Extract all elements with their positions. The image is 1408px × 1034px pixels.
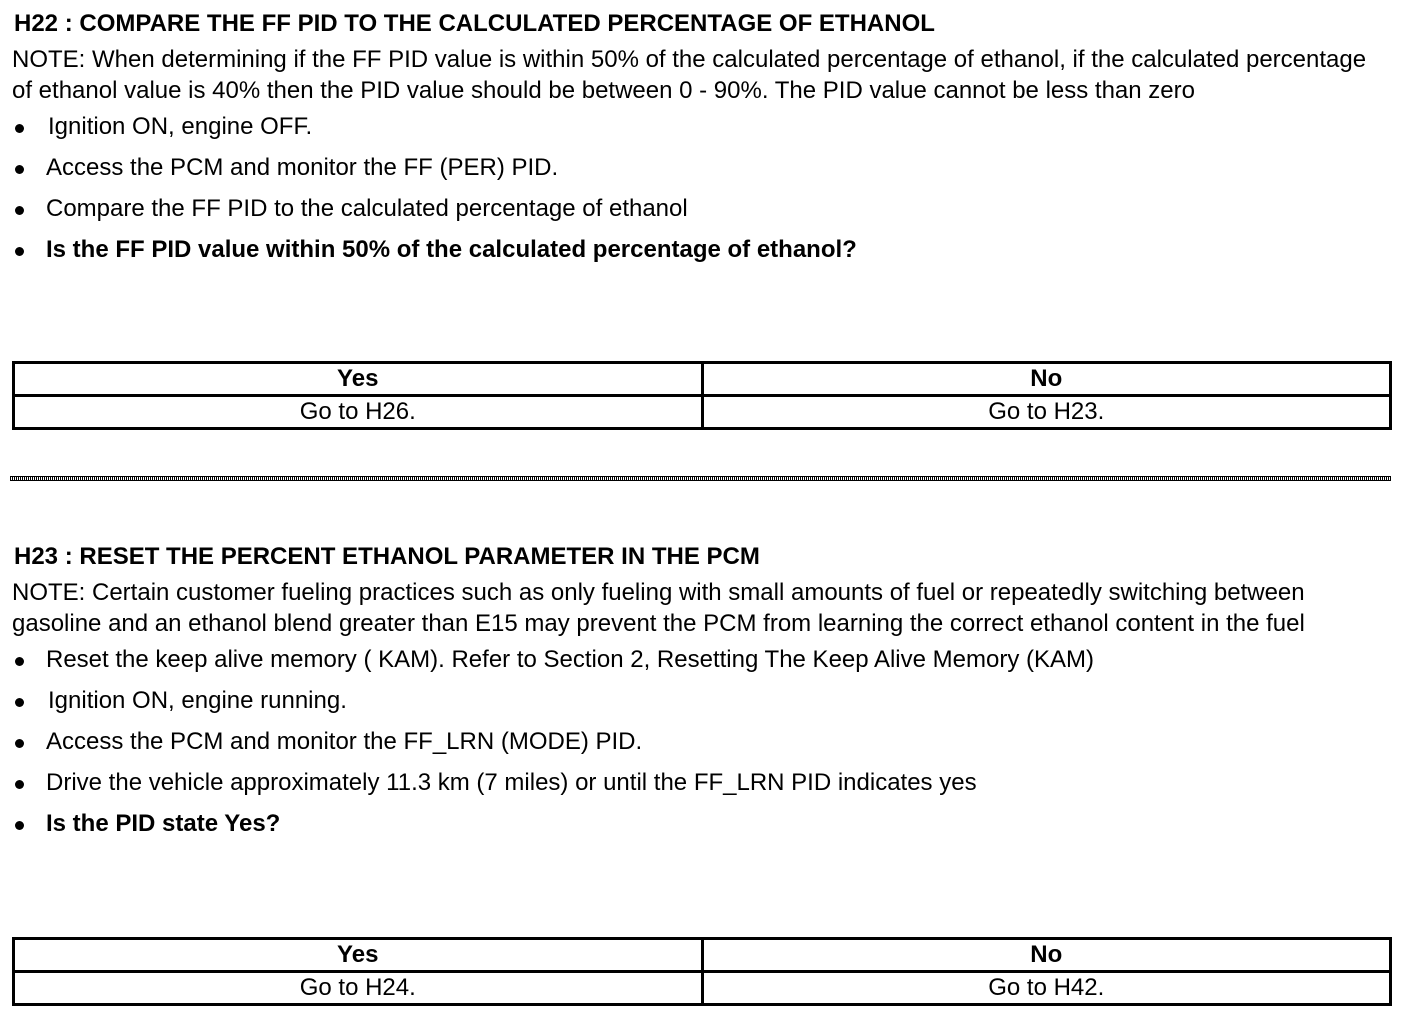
list-item — [12, 768, 1392, 809]
step-bullet-list — [12, 112, 1392, 276]
yes-header: Yes — [14, 363, 703, 396]
bullet-dot-icon — [15, 247, 24, 256]
list-item — [12, 112, 1392, 153]
bullet-dot-icon — [15, 206, 24, 215]
step-title: H23 : RESET THE PERCENT ETHANOL PARAMETER IN THE PCM — [14, 543, 760, 570]
step-title: H22 : COMPARE THE FF PID TO THE CALCULATED PERCENTAGE OF ETHANOL — [14, 10, 935, 37]
section-divider — [10, 476, 1391, 481]
list-item — [12, 727, 1392, 768]
no-action: Go to H42. — [702, 972, 1391, 1005]
bullet-dot-icon — [15, 165, 24, 174]
bullet-text: Access the PCM and monitor the FF (PER) PID. — [46, 154, 559, 181]
bullet-dot-icon — [15, 657, 24, 666]
bullet-text: Ignition ON, engine OFF. — [48, 113, 313, 140]
yes-action: Go to H24. — [14, 972, 703, 1005]
yes-no-table — [12, 361, 1392, 430]
bullet-dot-icon — [15, 821, 24, 830]
bullet-text: Access the PCM and monitor the FF_LRN (MODE) PID. — [46, 728, 643, 755]
list-item — [12, 645, 1392, 686]
no-header: No — [702, 363, 1391, 396]
bullet-dot-icon — [15, 739, 24, 748]
no-header: No — [702, 939, 1391, 972]
yes-no-table — [12, 937, 1392, 1006]
step-note: NOTE: Certain customer fueling practices such as only fueling with small amounts of fuel or repeatedly switching between gasoline and an ethanol blend greater than E15 may prevent the PCM from learning the correct ethanol content in the fuel — [12, 579, 1305, 637]
bullet-text: Reset the keep alive memory ( KAM). Refer to Section 2, Resetting The Keep Alive Memory (KAM) — [46, 646, 1094, 673]
bullet-text: Compare the FF PID to the calculated percentage of ethanol — [46, 195, 688, 222]
yes-action: Go to H26. — [14, 396, 703, 429]
table-row — [14, 396, 1391, 429]
question-text: Is the PID state Yes? — [46, 810, 281, 837]
step-note: NOTE: When determining if the FF PID value is within 50% of the calculated percentage of ethanol, if the calculated percentage of ethanol value is 40% then the PID value should be between 0 - 90%. The PID value cannot be less than zero — [12, 46, 1367, 104]
yes-header: Yes — [14, 939, 703, 972]
table-header-row — [14, 939, 1391, 972]
list-item-question — [12, 809, 1392, 850]
list-item — [12, 686, 1392, 727]
list-item — [12, 153, 1392, 194]
bullet-text: Drive the vehicle approximately 11.3 km (7 miles) or until the FF_LRN PID indicates yes — [46, 769, 977, 796]
bullet-text: Ignition ON, engine running. — [48, 687, 347, 714]
table-header-row — [14, 363, 1391, 396]
table-row — [14, 972, 1391, 1005]
step-h23 — [12, 541, 1392, 1001]
bullet-dot-icon — [15, 780, 24, 789]
no-action: Go to H23. — [702, 396, 1391, 429]
bullet-dot-icon — [15, 698, 24, 707]
list-item-question — [12, 235, 1392, 276]
list-item — [12, 194, 1392, 235]
bullet-dot-icon — [15, 124, 24, 133]
step-h22 — [12, 8, 1392, 425]
question-text: Is the FF PID value within 50% of the calculated percentage of ethanol? — [46, 236, 857, 263]
step-bullet-list — [12, 645, 1392, 850]
